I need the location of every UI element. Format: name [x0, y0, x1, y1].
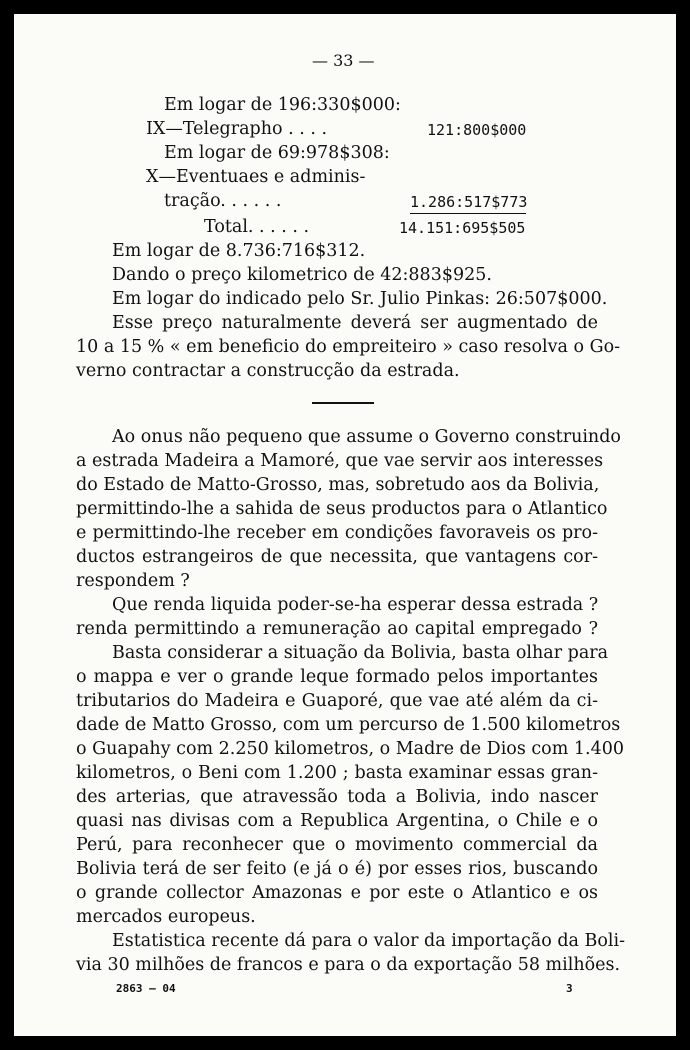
text-line: e permittindo-lhe receber em condições favoraveis os pro-	[76, 523, 598, 543]
text-line: dade de Matto Grosso, com um percurso de 1.500 kilometros	[76, 715, 621, 735]
text-line: mercados europeus.	[76, 907, 256, 927]
text-line: ductos estrangeiros de que necessita, que vantagens cor-	[76, 547, 598, 567]
budget-line-left: IX—Telegrapho . . . .	[146, 119, 328, 139]
footer-sheet-number: 3	[566, 982, 573, 995]
text-line: quasi nas divisas com a Republica Argentina, o Chile e o	[76, 811, 598, 831]
text-line: tributarios do Madeira e Guaporé, que vae até além da ci-	[76, 691, 598, 711]
text-line: Esse preço naturalmente deverá ser augmentado de	[112, 313, 598, 333]
text-line: Que renda liquida poder-se-ha esperar dessa estrada ?	[112, 595, 599, 615]
text-line: do Estado de Matto-Grosso, mas, sobretudo aos da Bolivia,	[76, 475, 600, 495]
text-line: renda permittindo a remuneração ao capital empregado ?	[76, 619, 598, 639]
text-line: Em logar do indicado pelo Sr. Julio Pinkas: 26:507$000.	[112, 289, 608, 309]
text-line: 10 a 15 % « em beneficio do empreiteiro » caso resolva o Go-	[76, 337, 621, 357]
text-line: o grande collector Amazonas e por este o Atlantico e os	[76, 883, 598, 903]
subtotal-rule	[410, 213, 526, 214]
text-line: permittindo-lhe a sahida de seus productos para o Atlantico	[76, 499, 608, 519]
text-line: Ao onus não pequeno que assume o Governo construindo	[112, 427, 621, 447]
text-line: Bolivia terá de ser feito (e já o é) por esses rios, buscando	[76, 859, 598, 879]
text-line: respondem ?	[76, 571, 190, 591]
budget-line-left: tração. . . . . .	[164, 191, 282, 211]
section-divider	[312, 402, 374, 404]
text-line: o mappa e ver o grande leque formado pelos importantes	[76, 667, 598, 687]
document-page	[14, 14, 676, 1036]
text-line: Estatistica recente dá para o valor da importação da Boli-	[112, 931, 626, 951]
budget-line-left: X—Eventuaes e adminis-	[146, 167, 366, 187]
text-line: Basta considerar a situação da Bolivia, basta olhar para	[112, 643, 609, 663]
text-line: Dando o preço kilometrico de 42:883$925.	[112, 265, 492, 285]
text-line: des arterias, que atravessão toda a Bolivia, indo nascer	[76, 787, 598, 807]
budget-total-amount: 14.151:695$505	[399, 219, 526, 237]
text-line: kilometros, o Beni com 1.200 ; basta examinar essas gran-	[76, 763, 598, 783]
budget-line-left: Em logar de 196:330$000:	[164, 95, 401, 115]
text-line: Em logar de 8.736:716$312.	[112, 241, 366, 261]
text-line: verno contractar a construcção da estrada.	[76, 361, 460, 381]
text-line: a estrada Madeira a Mamoré, que vae servir aos interesses	[76, 451, 604, 471]
budget-line-amount: 1.286:517$773	[410, 193, 528, 211]
footer-signature: 2863 — 04	[116, 982, 176, 995]
budget-total-label: Total. . . . . .	[204, 217, 310, 237]
text-line: via 30 milhões de francos e para o da exportação 58 milhões.	[76, 955, 621, 975]
budget-line-amount: 121:800$000	[427, 121, 527, 139]
text-line: Perú, para reconhecer que o movimento commercial da	[76, 835, 598, 855]
budget-line-left: Em logar de 69:978$308:	[164, 143, 390, 163]
text-line: o Guapahy com 2.250 kilometros, o Madre de Dios com 1.400	[76, 739, 624, 759]
page-number: — 33 —	[312, 51, 375, 70]
